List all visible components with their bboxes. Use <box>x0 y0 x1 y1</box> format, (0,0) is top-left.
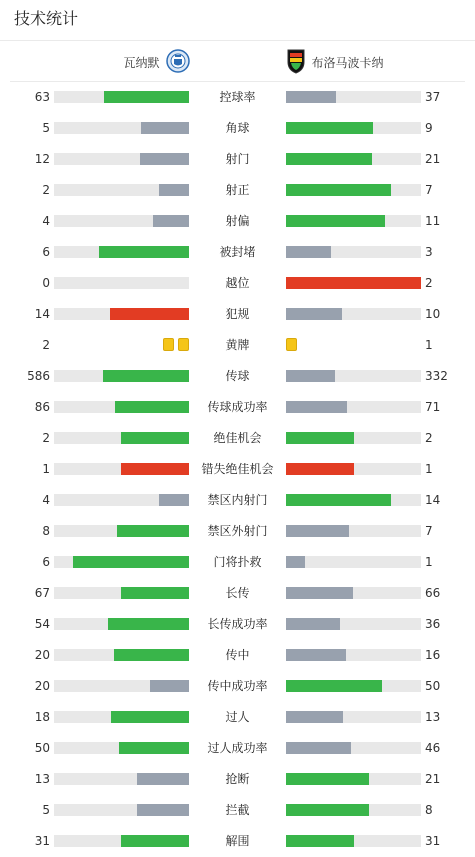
stat-label: 黄牌 <box>225 338 250 352</box>
home-bar <box>141 122 189 134</box>
stat-row <box>0 609 475 640</box>
away-bar-track <box>286 122 421 134</box>
away-bar <box>286 525 349 537</box>
stat-row <box>0 702 475 733</box>
stat-label: 长传 <box>225 586 250 600</box>
stat-label: 角球 <box>225 121 250 135</box>
away-team[interactable] <box>286 44 384 80</box>
stat-label: 射门 <box>225 152 250 166</box>
home-value: 5 <box>42 121 50 135</box>
home-team-crest-icon <box>166 48 190 77</box>
away-bar <box>286 153 372 165</box>
away-bar-track <box>286 649 421 661</box>
home-bar <box>121 463 189 475</box>
away-bar-track <box>286 370 421 382</box>
home-bar <box>121 432 189 444</box>
home-bar <box>104 91 189 103</box>
away-bar-track <box>286 587 421 599</box>
away-value: 13 <box>425 710 441 724</box>
away-value: 2 <box>425 276 433 290</box>
stat-label: 射正 <box>225 183 250 197</box>
yellow-card-icon <box>178 338 189 351</box>
stat-row <box>0 547 475 578</box>
away-bar <box>286 401 347 413</box>
home-bar <box>159 184 189 196</box>
away-value: 21 <box>425 152 441 166</box>
stat-label: 被封堵 <box>219 245 256 259</box>
away-bar-track <box>286 277 421 289</box>
away-value: 8 <box>425 803 433 817</box>
away-bar-track <box>286 711 421 723</box>
away-bar-track <box>286 432 421 444</box>
home-bar <box>117 525 189 537</box>
stat-label: 传中成功率 <box>207 679 268 693</box>
away-bar-track <box>286 308 421 320</box>
home-value: 20 <box>34 648 50 662</box>
stat-label: 过人 <box>225 710 250 724</box>
away-bar <box>286 618 340 630</box>
away-bar <box>286 370 335 382</box>
stat-label: 控球率 <box>219 90 256 104</box>
stat-row <box>0 640 475 671</box>
home-value: 14 <box>34 307 50 321</box>
away-bar-track <box>286 463 421 475</box>
away-bar-track <box>286 215 421 227</box>
home-value: 2 <box>42 338 50 352</box>
away-bar-track <box>286 91 421 103</box>
home-bar <box>115 401 189 413</box>
home-value: 6 <box>42 555 50 569</box>
home-value: 8 <box>42 524 50 538</box>
home-bar-track <box>54 711 189 723</box>
away-bar-track <box>286 494 421 506</box>
stat-label: 抢断 <box>225 772 250 786</box>
away-value: 31 <box>425 834 441 848</box>
away-bar <box>286 680 382 692</box>
stat-row <box>0 237 475 268</box>
away-value: 1 <box>425 555 433 569</box>
away-team-name: 布洛马波卡纳 <box>311 55 384 70</box>
stat-label: 禁区外射门 <box>207 524 268 538</box>
home-bar <box>111 711 189 723</box>
away-bar <box>286 711 343 723</box>
away-value: 332 <box>425 369 448 383</box>
header-divider <box>0 40 475 41</box>
away-value: 21 <box>425 772 441 786</box>
stat-label: 禁区内射门 <box>207 493 268 507</box>
home-bar <box>153 215 189 227</box>
home-bar-track <box>54 153 189 165</box>
away-bar-track <box>286 835 421 847</box>
home-value: 12 <box>34 152 50 166</box>
home-bar-track <box>54 432 189 444</box>
home-value: 86 <box>34 400 50 414</box>
home-bar-track <box>54 556 189 568</box>
away-value: 2 <box>425 431 433 445</box>
away-value: 7 <box>425 524 433 538</box>
away-value: 1 <box>425 462 433 476</box>
home-bar-track <box>54 649 189 661</box>
away-value: 10 <box>425 307 441 321</box>
away-bar <box>286 432 354 444</box>
away-bar <box>286 835 354 847</box>
away-bar-track <box>286 401 421 413</box>
home-bar-track <box>54 835 189 847</box>
stat-label: 拦截 <box>225 803 250 817</box>
home-bar-track <box>54 215 189 227</box>
stat-label: 传球成功率 <box>207 400 268 414</box>
home-bar-track <box>54 742 189 754</box>
stat-label: 错失绝佳机会 <box>201 462 274 476</box>
away-yellow-cards <box>286 338 297 351</box>
stat-row <box>0 144 475 175</box>
away-value: 9 <box>425 121 433 135</box>
home-value: 4 <box>42 493 50 507</box>
home-bar <box>110 308 189 320</box>
away-bar-track <box>286 680 421 692</box>
yellow-card-icon <box>163 338 174 351</box>
home-bar-track <box>54 246 189 258</box>
home-bar-track <box>54 587 189 599</box>
stat-row <box>0 299 475 330</box>
home-bar <box>119 742 189 754</box>
home-value: 4 <box>42 214 50 228</box>
home-value: 13 <box>34 772 50 786</box>
home-bar <box>137 773 189 785</box>
stat-label: 传中 <box>225 648 250 662</box>
away-value: 14 <box>425 493 441 507</box>
away-value: 50 <box>425 679 441 693</box>
stat-row <box>0 671 475 702</box>
home-value: 0 <box>42 276 50 290</box>
home-value: 2 <box>42 431 50 445</box>
home-bar <box>103 370 189 382</box>
home-bar-track <box>54 804 189 816</box>
away-value: 7 <box>425 183 433 197</box>
away-bar <box>286 246 331 258</box>
home-value: 6 <box>42 245 50 259</box>
away-bar <box>286 556 305 568</box>
away-value: 3 <box>425 245 433 259</box>
stat-label: 传球 <box>225 369 250 383</box>
home-yellow-cards <box>163 338 189 351</box>
home-bar <box>114 649 189 661</box>
home-value: 20 <box>34 679 50 693</box>
away-bar-track <box>286 742 421 754</box>
away-value: 36 <box>425 617 441 631</box>
away-value: 37 <box>425 90 441 104</box>
stat-row <box>0 578 475 609</box>
home-bar-track <box>54 370 189 382</box>
home-bar-track <box>54 463 189 475</box>
home-value: 54 <box>34 617 50 631</box>
home-bar-track <box>54 618 189 630</box>
away-bar-track <box>286 773 421 785</box>
home-value: 5 <box>42 803 50 817</box>
stat-row <box>0 361 475 392</box>
home-value: 586 <box>27 369 50 383</box>
away-bar <box>286 804 369 816</box>
away-bar <box>286 742 351 754</box>
home-value: 63 <box>34 90 50 104</box>
stat-label: 解围 <box>225 834 250 848</box>
home-bar <box>150 680 189 692</box>
stat-row <box>0 82 475 113</box>
home-bar-track <box>54 773 189 785</box>
away-bar-track <box>286 556 421 568</box>
home-value: 50 <box>34 741 50 755</box>
away-bar <box>286 773 369 785</box>
home-bar-track <box>54 680 189 692</box>
stat-label: 绝佳机会 <box>213 431 262 445</box>
stat-row <box>0 733 475 764</box>
home-value: 67 <box>34 586 50 600</box>
away-bar-track <box>286 184 421 196</box>
away-bar-track <box>286 153 421 165</box>
home-bar <box>140 153 189 165</box>
stat-row <box>0 268 475 299</box>
home-value: 2 <box>42 183 50 197</box>
away-bar <box>286 215 385 227</box>
yellow-card-icon <box>286 338 297 351</box>
away-bar-track <box>286 618 421 630</box>
home-bar <box>159 494 189 506</box>
stat-row <box>0 826 475 857</box>
away-bar <box>286 463 354 475</box>
home-bar <box>137 804 189 816</box>
stat-label: 射偏 <box>225 214 250 228</box>
stat-label: 过人成功率 <box>207 741 268 755</box>
home-bar <box>99 246 189 258</box>
stat-label: 长传成功率 <box>207 617 268 631</box>
home-bar <box>73 556 189 568</box>
home-bar-track <box>54 184 189 196</box>
away-value: 71 <box>425 400 441 414</box>
stat-row <box>0 764 475 795</box>
away-bar-track <box>286 525 421 537</box>
away-value: 11 <box>425 214 441 228</box>
away-bar <box>286 91 336 103</box>
stat-row <box>0 485 475 516</box>
stats-list <box>0 82 475 857</box>
away-bar <box>286 494 391 506</box>
home-bar-track <box>54 277 189 289</box>
away-value: 1 <box>425 338 433 352</box>
home-bar-track <box>54 494 189 506</box>
stat-row <box>0 175 475 206</box>
away-bar <box>286 277 421 289</box>
away-bar <box>286 587 353 599</box>
stat-row <box>0 330 475 361</box>
away-bar <box>286 649 346 661</box>
home-value: 31 <box>34 834 50 848</box>
home-bar-track <box>54 525 189 537</box>
stat-row <box>0 392 475 423</box>
stat-row <box>0 516 475 547</box>
home-team-name: 瓦纳默 <box>123 55 160 70</box>
away-team-crest-icon <box>286 48 306 77</box>
stat-label: 犯规 <box>225 307 250 321</box>
away-value: 46 <box>425 741 441 755</box>
home-value: 1 <box>42 462 50 476</box>
stat-row <box>0 454 475 485</box>
stat-label: 越位 <box>225 276 250 290</box>
page-title: 技术统计 <box>14 9 79 28</box>
home-bar-track <box>54 308 189 320</box>
stat-row <box>0 423 475 454</box>
teams-header <box>10 44 465 80</box>
home-bar-track <box>54 122 189 134</box>
home-bar <box>121 587 189 599</box>
away-bar <box>286 122 373 134</box>
stat-row <box>0 795 475 826</box>
away-bar-track <box>286 804 421 816</box>
stat-row <box>0 206 475 237</box>
home-bar <box>121 835 189 847</box>
home-bar-track <box>54 91 189 103</box>
stat-label: 门将扑救 <box>213 555 262 569</box>
stat-row <box>0 113 475 144</box>
away-value: 16 <box>425 648 441 662</box>
away-bar <box>286 308 342 320</box>
home-bar <box>108 618 189 630</box>
away-bar <box>286 184 391 196</box>
home-value: 18 <box>34 710 50 724</box>
home-bar-track <box>54 401 189 413</box>
away-value: 66 <box>425 586 441 600</box>
home-team[interactable] <box>123 44 189 80</box>
away-bar-track <box>286 246 421 258</box>
